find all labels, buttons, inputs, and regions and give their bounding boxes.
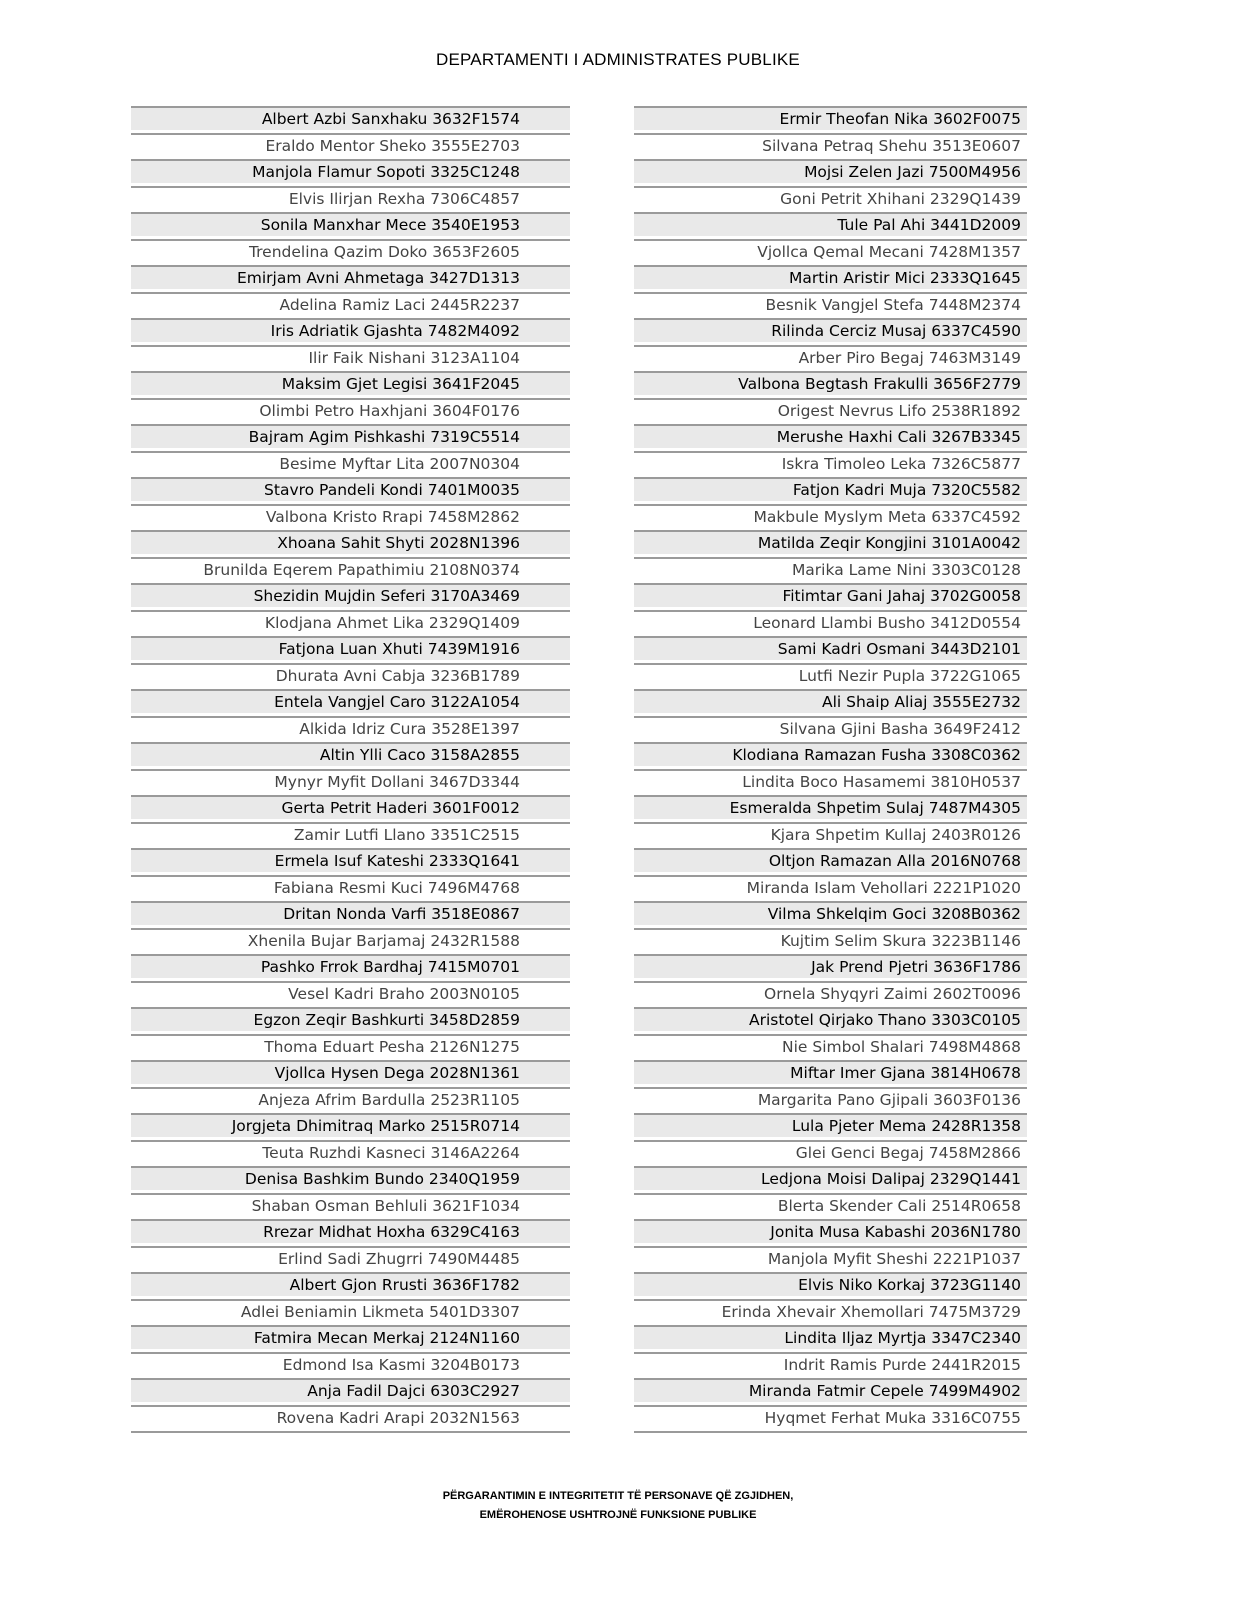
list-item: Ledjona Moisi Dalipaj 2329Q1441 (634, 1166, 1027, 1190)
list-item: Vilma Shkelqim Goci 3208B0362 (634, 901, 1027, 925)
list-item: Rilinda Cerciz Musaj 6337C4590 (634, 318, 1027, 342)
list-item: Bajram Agim Pishkashi 7319C5514 (131, 424, 570, 448)
list-item: Jorgjeta Dhimitraq Marko 2515R0714 (131, 1113, 570, 1137)
list-item: Dritan Nonda Varfi 3518E0867 (131, 901, 570, 925)
list-item: Klodiana Ramazan Fusha 3308C0362 (634, 742, 1027, 766)
list-item: Makbule Myslym Meta 6337C4592 (634, 504, 1027, 528)
list-item: Valbona Begtash Frakulli 3656F2779 (634, 371, 1027, 395)
list-item: Miftar Imer Gjana 3814H0678 (634, 1060, 1027, 1084)
list-item: Elvis Ilirjan Rexha 7306C4857 (131, 186, 570, 210)
list-item: Adlei Beniamin Likmeta 5401D3307 (131, 1299, 570, 1323)
list-item: Shezidin Mujdin Seferi 3170A3469 (131, 583, 570, 607)
list-item: Oltjon Ramazan Alla 2016N0768 (634, 848, 1027, 872)
list-item: Egzon Zeqir Bashkurti 3458D2859 (131, 1007, 570, 1031)
right-name-column (634, 106, 1027, 1433)
list-item: Fabiana Resmi Kuci 7496M4768 (131, 875, 570, 899)
list-item: Vjollca Qemal Mecani 7428M1357 (634, 239, 1027, 263)
page-title: DEPARTAMENTI I ADMINISTRATES PUBLIKE (436, 50, 800, 69)
list-item: Albert Azbi Sanxhaku 3632F1574 (131, 106, 570, 130)
list-item: Margarita Pano Gjipali 3603F0136 (634, 1087, 1027, 1111)
divider (131, 1431, 570, 1433)
list-item: Lutfi Nezir Pupla 3722G1065 (634, 663, 1027, 687)
list-item: Vesel Kadri Braho 2003N0105 (131, 981, 570, 1005)
list-item: Entela Vangjel Caro 3122A1054 (131, 689, 570, 713)
list-item: Lindita Iljaz Myrtja 3347C2340 (634, 1325, 1027, 1349)
list-item: Iskra Timoleo Leka 7326C5877 (634, 451, 1027, 475)
list-item: Ilir Faik Nishani 3123A1104 (131, 345, 570, 369)
list-item: Fitimtar Gani Jahaj 3702G0058 (634, 583, 1027, 607)
list-item: Fatmira Mecan Merkaj 2124N1160 (131, 1325, 570, 1349)
list-item: Jak Prend Pjetri 3636F1786 (634, 954, 1027, 978)
list-item: Nie Simbol Shalari 7498M4868 (634, 1034, 1027, 1058)
list-item: Ornela Shyqyri Zaimi 2602T0096 (634, 981, 1027, 1005)
list-item: Albert Gjon Rrusti 3636F1782 (131, 1272, 570, 1296)
list-item: Edmond Isa Kasmi 3204B0173 (131, 1352, 570, 1376)
list-item: Kjara Shpetim Kullaj 2403R0126 (634, 822, 1027, 846)
list-item: Blerta Skender Cali 2514R0658 (634, 1193, 1027, 1217)
list-item: Silvana Gjini Basha 3649F2412 (634, 716, 1027, 740)
list-item: Trendelina Qazim Doko 3653F2605 (131, 239, 570, 263)
list-item: Rrezar Midhat Hoxha 6329C4163 (131, 1219, 570, 1243)
list-item: Fatjona Luan Xhuti 7439M1916 (131, 636, 570, 660)
list-item: Elvis Niko Korkaj 3723G1140 (634, 1272, 1027, 1296)
list-item: Goni Petrit Xhihani 2329Q1439 (634, 186, 1027, 210)
list-item: Arber Piro Begaj 7463M3149 (634, 345, 1027, 369)
list-item: Eraldo Mentor Sheko 3555E2703 (131, 133, 570, 157)
list-item: Lula Pjeter Mema 2428R1358 (634, 1113, 1027, 1137)
list-item: Ermela Isuf Kateshi 2333Q1641 (131, 848, 570, 872)
list-item: Lindita Boco Hasamemi 3810H0537 (634, 769, 1027, 793)
list-item: Maksim Gjet Legisi 3641F2045 (131, 371, 570, 395)
list-item: Martin Aristir Mici 2333Q1645 (634, 265, 1027, 289)
list-item: Stavro Pandeli Kondi 7401M0035 (131, 477, 570, 501)
list-item: Matilda Zeqir Kongjini 3101A0042 (634, 530, 1027, 554)
list-item: Anja Fadil Dajci 6303C2927 (131, 1378, 570, 1402)
list-item: Mojsi Zelen Jazi 7500M4956 (634, 159, 1027, 183)
list-item: Dhurata Avni Cabja 3236B1789 (131, 663, 570, 687)
list-item: Vjollca Hysen Dega 2028N1361 (131, 1060, 570, 1084)
list-item: Emirjam Avni Ahmetaga 3427D1313 (131, 265, 570, 289)
list-item: Erinda Xhevair Xhemollari 7475M3729 (634, 1299, 1027, 1323)
list-item: Fatjon Kadri Muja 7320C5582 (634, 477, 1027, 501)
list-item: Manjola Flamur Sopoti 3325C1248 (131, 159, 570, 183)
list-item: Leonard Llambi Busho 3412D0554 (634, 610, 1027, 634)
list-item: Xhoana Sahit Shyti 2028N1396 (131, 530, 570, 554)
list-item: Rovena Kadri Arapi 2032N1563 (131, 1405, 570, 1429)
list-item: Jonita Musa Kabashi 2036N1780 (634, 1219, 1027, 1243)
list-item: Ali Shaip Aliaj 3555E2732 (634, 689, 1027, 713)
list-item: Zamir Lutfi Llano 3351C2515 (131, 822, 570, 846)
list-item: Besime Myftar Lita 2007N0304 (131, 451, 570, 475)
divider (634, 1431, 1027, 1433)
list-item: Adelina Ramiz Laci 2445R2237 (131, 292, 570, 316)
list-item: Mynyr Myfit Dollani 3467D3344 (131, 769, 570, 793)
list-item: Altin Ylli Caco 3158A2855 (131, 742, 570, 766)
list-item: Esmeralda Shpetim Sulaj 7487M4305 (634, 795, 1027, 819)
footer (0, 1487, 1236, 1525)
list-item: Erlind Sadi Zhugrri 7490M4485 (131, 1246, 570, 1270)
list-item: Miranda Islam Vehollari 2221P1020 (634, 875, 1027, 899)
list-item: Denisa Bashkim Bundo 2340Q1959 (131, 1166, 570, 1190)
list-item: Marika Lame Nini 3303C0128 (634, 557, 1027, 581)
list-item: Origest Nevrus Lifo 2538R1892 (634, 398, 1027, 422)
list-item: Kujtim Selim Skura 3223B1146 (634, 928, 1027, 952)
list-item: Miranda Fatmir Cepele 7499M4902 (634, 1378, 1027, 1402)
list-item: Pashko Frrok Bardhaj 7415M0701 (131, 954, 570, 978)
list-item: Gerta Petrit Haderi 3601F0012 (131, 795, 570, 819)
footer-line-2: EMËROHENOSE USHTROJNË FUNKSIONE PUBLIKE (479, 1509, 757, 1521)
list-item: Tule Pal Ahi 3441D2009 (634, 212, 1027, 236)
list-item: Silvana Petraq Shehu 3513E0607 (634, 133, 1027, 157)
list-item: Anjeza Afrim Bardulla 2523R1105 (131, 1087, 570, 1111)
list-item: Shaban Osman Behluli 3621F1034 (131, 1193, 570, 1217)
list-item: Valbona Kristo Rrapi 7458M2862 (131, 504, 570, 528)
list-item: Klodjana Ahmet Lika 2329Q1409 (131, 610, 570, 634)
list-item: Manjola Myfit Sheshi 2221P1037 (634, 1246, 1027, 1270)
list-item: Sonila Manxhar Mece 3540E1953 (131, 212, 570, 236)
list-item: Thoma Eduart Pesha 2126N1275 (131, 1034, 570, 1058)
list-item: Sami Kadri Osmani 3443D2101 (634, 636, 1027, 660)
list-item: Iris Adriatik Gjashta 7482M4092 (131, 318, 570, 342)
list-item: Alkida Idriz Cura 3528E1397 (131, 716, 570, 740)
list-item: Teuta Ruzhdi Kasneci 3146A2264 (131, 1140, 570, 1164)
list-item: Aristotel Qirjako Thano 3303C0105 (634, 1007, 1027, 1031)
list-item: Xhenila Bujar Barjamaj 2432R1588 (131, 928, 570, 952)
list-item: Hyqmet Ferhat Muka 3316C0755 (634, 1405, 1027, 1429)
list-item: Merushe Haxhi Cali 3267B3345 (634, 424, 1027, 448)
footer-line-1: PËRGARANTIMIN E INTEGRITETIT TË PERSONAVE QË ZGJIDHEN, (442, 1490, 794, 1502)
list-item: Indrit Ramis Purde 2441R2015 (634, 1352, 1027, 1376)
list-item: Ermir Theofan Nika 3602F0075 (634, 106, 1027, 130)
list-item: Glei Genci Begaj 7458M2866 (634, 1140, 1027, 1164)
list-item: Brunilda Eqerem Papathimiu 2108N0374 (131, 557, 570, 581)
list-item: Olimbi Petro Haxhjani 3604F0176 (131, 398, 570, 422)
list-item: Besnik Vangjel Stefa 7448M2374 (634, 292, 1027, 316)
left-name-column (131, 106, 570, 1433)
